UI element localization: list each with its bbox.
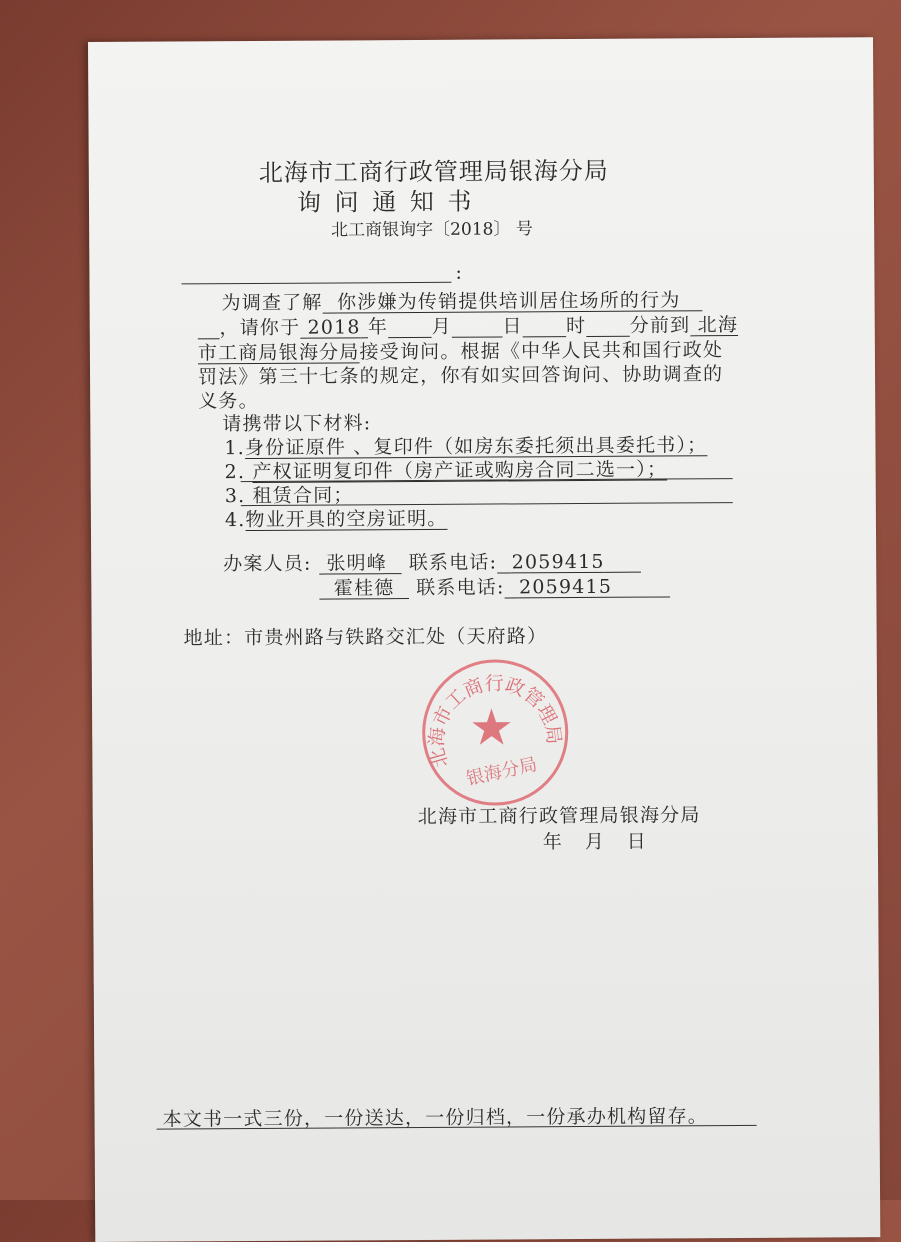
hour-blank <box>523 315 567 337</box>
text: 产权证明复印件（房产证或购房合同二选一）； <box>252 458 668 484</box>
footer-note: 本文书一式三份，一份送达，一份归档，一份承办机构留存。 <box>162 1105 709 1131</box>
paragraph-line-5: 义务。 <box>198 389 259 413</box>
star-icon: ★ <box>469 698 515 757</box>
text: 月 <box>431 315 452 338</box>
text: 2. <box>224 461 246 484</box>
text: 物业开具的空房证明。 <box>245 507 448 532</box>
officer-row <box>319 571 670 600</box>
text: 身份证原件 、复印件（如房东委托须出具委托书）； <box>244 434 708 460</box>
officer-phone <box>505 575 671 598</box>
text: 张明峰 <box>326 552 388 575</box>
text: 北海 <box>697 314 739 337</box>
text: 联系电话: <box>408 551 498 575</box>
materials-heading: 请携带以下材料: <box>222 412 372 436</box>
text: 租赁合同； <box>252 484 354 508</box>
text: 3. <box>224 485 246 508</box>
issue-date: 年 月 日 <box>542 830 648 854</box>
svg-text:北海市工商行政管理局: 北海市工商行政管理局 <box>425 672 565 770</box>
document-title: 询 问 通 知 书 <box>296 187 475 217</box>
text: 2059415 <box>518 575 613 599</box>
year-field <box>300 316 368 338</box>
text: ，请你于 <box>219 316 301 340</box>
material-item <box>225 504 448 532</box>
officer-name <box>319 552 401 575</box>
notice-document <box>88 37 880 1242</box>
blank <box>198 317 220 339</box>
officers-label: 办案人员: <box>223 552 312 576</box>
text: 接受询问。根据《中华人民共和国行政处 <box>359 339 724 364</box>
text: 为调查了解 <box>221 291 323 315</box>
officer-phone <box>497 551 641 574</box>
text: 日 <box>502 315 523 338</box>
text: 时 <box>566 314 587 338</box>
month-blank <box>388 316 432 338</box>
text: 1. <box>224 437 246 460</box>
text: 霍桂德 <box>333 577 395 600</box>
text: 2059415 <box>511 550 605 574</box>
minute-blank <box>586 315 630 337</box>
text: 分前到 <box>629 314 691 337</box>
officer-name <box>319 577 409 600</box>
paragraph-line-4: 罚法》第三十七条的规定，你有如实回答询问、协助调查的 <box>197 363 724 389</box>
issuing-agency: 北海市工商行政管理局银海分局 <box>417 804 701 828</box>
text: 2018 <box>307 316 361 339</box>
text: 年 <box>367 316 389 339</box>
official-seal <box>422 659 569 806</box>
place-field: 市工商局银海分局 <box>197 341 360 365</box>
text: 4. <box>224 509 246 532</box>
seal-sub-text: 银海分局 <box>464 753 540 790</box>
document-number: 北工商银询字〔2018〕 号 <box>331 219 533 241</box>
text: 联系电话: <box>416 576 505 600</box>
agency-title: 北海市工商行政管理局银海分局 <box>258 156 609 187</box>
text: 你涉嫌为传销提供培训居住场所的行为 <box>337 289 681 314</box>
day-blank <box>452 315 503 337</box>
address: 地址：市贵州路与铁路交汇处（天府路） <box>183 625 548 650</box>
addressee-blank <box>181 282 451 285</box>
addressee-colon: : <box>455 261 464 284</box>
place-field <box>690 314 738 336</box>
